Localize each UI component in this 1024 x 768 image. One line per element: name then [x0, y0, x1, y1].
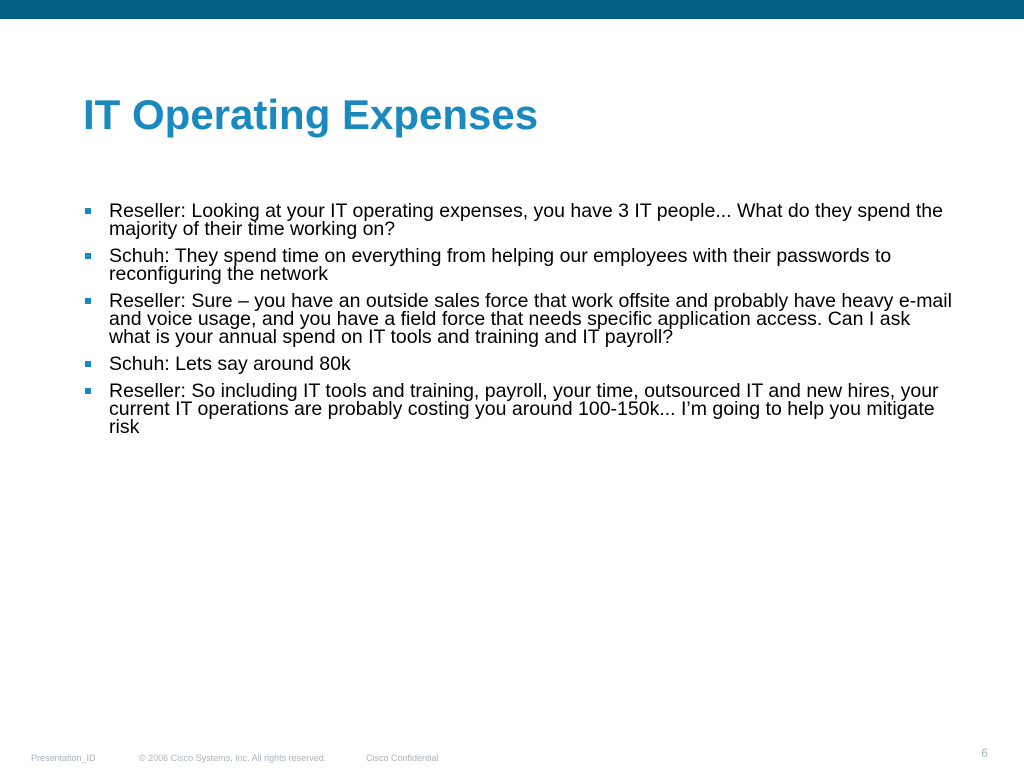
square-bullet-icon [85, 388, 91, 394]
square-bullet-icon [85, 253, 91, 259]
bullet-text: Schuh: They spend time on everything from helping our employees with their passwords to reconfiguring the network [109, 245, 892, 285]
square-bullet-icon [85, 361, 91, 367]
top-banner-bar [0, 0, 1024, 19]
presentation-id: Presentation_ID [31, 753, 96, 763]
bullet-item [84, 382, 954, 436]
bullet-item [84, 247, 954, 283]
square-bullet-icon [85, 298, 91, 304]
square-bullet-icon [85, 208, 91, 214]
page-number: 6 [981, 746, 988, 760]
bullet-item [84, 202, 954, 238]
bullet-text: Schuh: Lets say around 80k [109, 353, 351, 375]
bullet-list [84, 202, 954, 445]
bullet-text: Reseller: So including IT tools and training, payroll, your time, outsourced IT and new hires, your current IT operations are probably costing you around 100-150k... I’m going to help you mitigate risk [109, 380, 939, 438]
slide-footer [0, 752, 1024, 766]
bullet-text: Reseller: Sure – you have an outside sales force that work offsite and probably have heavy e-mail and voice usage, and you have a field force that needs specific application access. Can I ask what is your annual spend on IT tools and training and IT payroll? [109, 290, 952, 348]
bullet-item [84, 355, 954, 373]
bullet-text: Reseller: Looking at your IT operating expenses, you have 3 IT people... What do they spend the majority of their time working on? [109, 200, 943, 240]
confidential-label: Cisco Confidential [366, 753, 439, 763]
copyright-notice: © 2006 Cisco Systems, Inc. All rights reserved. [139, 753, 327, 763]
bullet-item [84, 292, 954, 346]
slide-title: IT Operating Expenses [83, 91, 539, 138]
